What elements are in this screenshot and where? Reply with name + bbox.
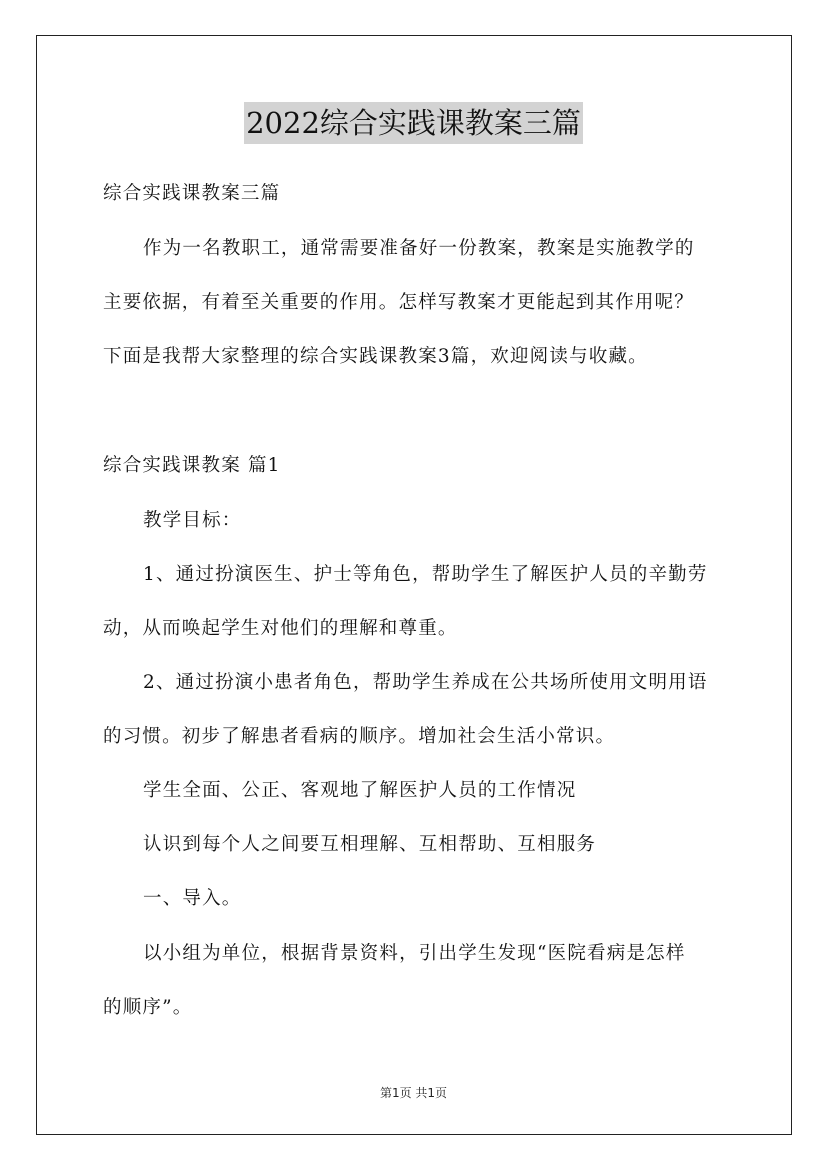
goal2-line-1: 2、通过扮演小患者角色，帮助学生养成在公共场所使用文明用语 bbox=[143, 672, 708, 693]
goal1-line-2: 动，从而唤起学生对他们的理解和尊重。 bbox=[103, 618, 458, 639]
step1-body-line-2: 的顺序”。 bbox=[103, 997, 193, 1018]
line-understand: 学生全面、公正、客观地了解医护人员的工作情况 bbox=[143, 780, 577, 801]
step1-body-line-1: 以小组为单位，根据背景资料，引出学生发现“医院看病是怎样 bbox=[143, 943, 686, 964]
intro-line-3: 下面是我帮大家整理的综合实践课教案3篇，欢迎阅读与收藏。 bbox=[103, 346, 648, 367]
line-recognize: 认识到每个人之间要互相理解、互相帮助、互相服务 bbox=[143, 834, 597, 855]
subtitle: 综合实践课教案三篇 bbox=[103, 183, 281, 204]
intro-line-2: 主要依据，有着至关重要的作用。怎样写教案才更能起到其作用呢？ bbox=[103, 292, 695, 313]
document-title-wrap bbox=[0, 102, 827, 144]
goal1-line-1: 1、通过扮演医生、护士等角色，帮助学生了解医护人员的辛勤劳 bbox=[143, 564, 708, 585]
intro-line-1: 作为一名教职工，通常需要准备好一份教案，教案是实施教学的 bbox=[143, 238, 695, 259]
goal2-line-2: 的习惯。初步了解患者看病的顺序。增加社会生活小常识。 bbox=[103, 726, 616, 747]
teaching-goal-label: 教学目标： bbox=[143, 510, 242, 531]
document-title: 2022综合实践课教案三篇 bbox=[244, 102, 583, 144]
page-footer: 第1页 共1页 bbox=[379, 1086, 448, 1100]
step1-heading: 一、导入。 bbox=[143, 888, 242, 909]
section-heading: 综合实践课教案 篇1 bbox=[103, 455, 281, 476]
